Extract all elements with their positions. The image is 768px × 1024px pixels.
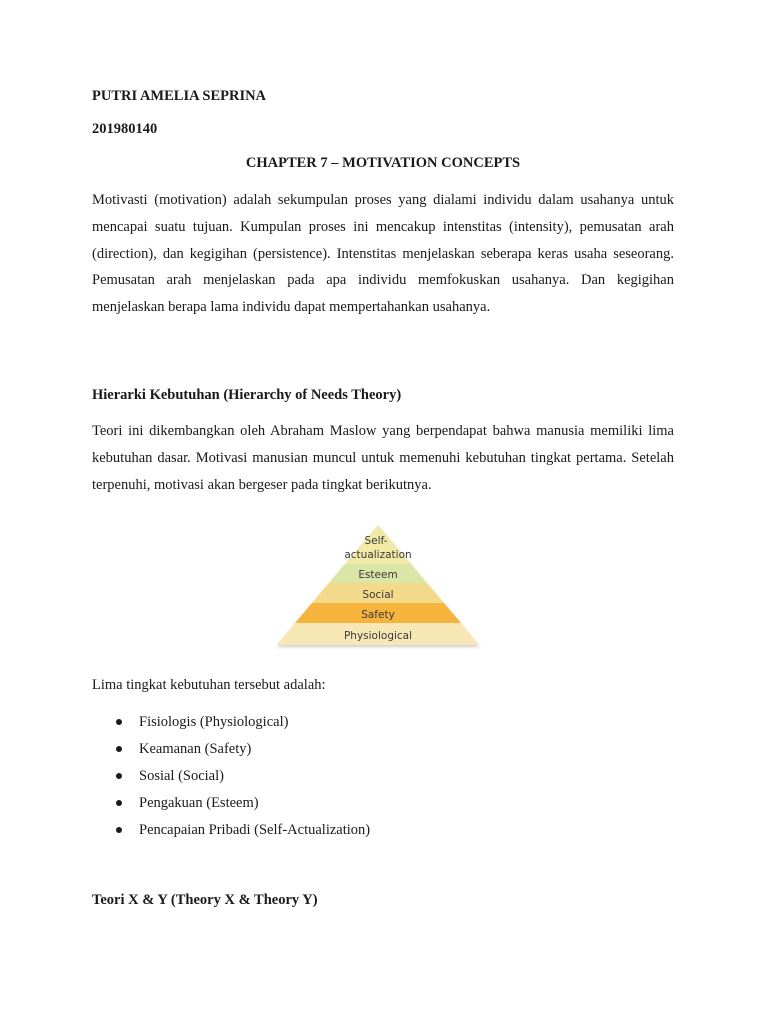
bullet-icon (116, 827, 122, 833)
list-item: Pengakuan (Esteem) (92, 790, 370, 817)
chapter-title: CHAPTER 7 – MOTIVATION CONCEPTS (245, 155, 521, 171)
pyramid-label-physiological: Physiological (343, 630, 413, 642)
maslow-pyramid-figure (243, 520, 513, 655)
student-id: 201980140 (92, 121, 158, 137)
author-name: PUTRI AMELIA SEPRINA (92, 88, 267, 104)
pyramid-label-actualization: actualization (344, 549, 412, 561)
maslow-paragraph: Teori ini dikembangkan oleh Abraham Maslow yang berpendapat bahwa manusia memiliki lima kebutuhan dasar. Motivasi manusian muncul untuk memenuhi kebutuhan tingkat pertama. Setelah terpenuhi, motivasi akan bergeser pada tingkat berikutnya. (92, 423, 674, 493)
pyramid-label-safety: Safety (361, 609, 395, 621)
intro-paragraph: Motivasti (motivation) adalah sekumpulan proses yang dialami individu dalam usahanya untuk mencapai suatu tujuan. Kumpulan proses ini mencakup intenstitas (intensity), pemusatan arah (direction), dan kegigihan (persistence). Intenstitas menjelaskan seberapa keras usaha seseorang. Pemusatan arah menjelaskan pada apa individu memfokuskan usahanya. Dan kegigihan menjelaskan berapa lama individu dapat mempertahankan usahanya. (92, 192, 674, 316)
bullet-icon (116, 746, 122, 752)
pyramid-label-social: Social (362, 589, 394, 601)
bullet-icon (116, 800, 122, 806)
list-item: Sosial (Social) (92, 763, 370, 790)
list-item: Pencapaian Pribadi (Self-Actualization) (92, 817, 370, 844)
needs-list (92, 709, 370, 844)
bullet-icon (116, 773, 122, 779)
section-heading-hierarchy: Hierarki Kebutuhan (Hierarchy of Needs Theory) (92, 387, 402, 403)
pyramid-label-self: Self- (364, 535, 388, 547)
list-item: Fisiologis (Physiological) (92, 709, 370, 736)
list-item: Keamanan (Safety) (92, 736, 370, 763)
section-heading-theory-xy: Teori X & Y (Theory X & Theory Y) (92, 892, 318, 908)
needs-list-intro: Lima tingkat kebutuhan tersebut adalah: (92, 677, 326, 693)
pyramid-label-esteem: Esteem (358, 569, 398, 581)
bullet-icon (116, 719, 122, 725)
